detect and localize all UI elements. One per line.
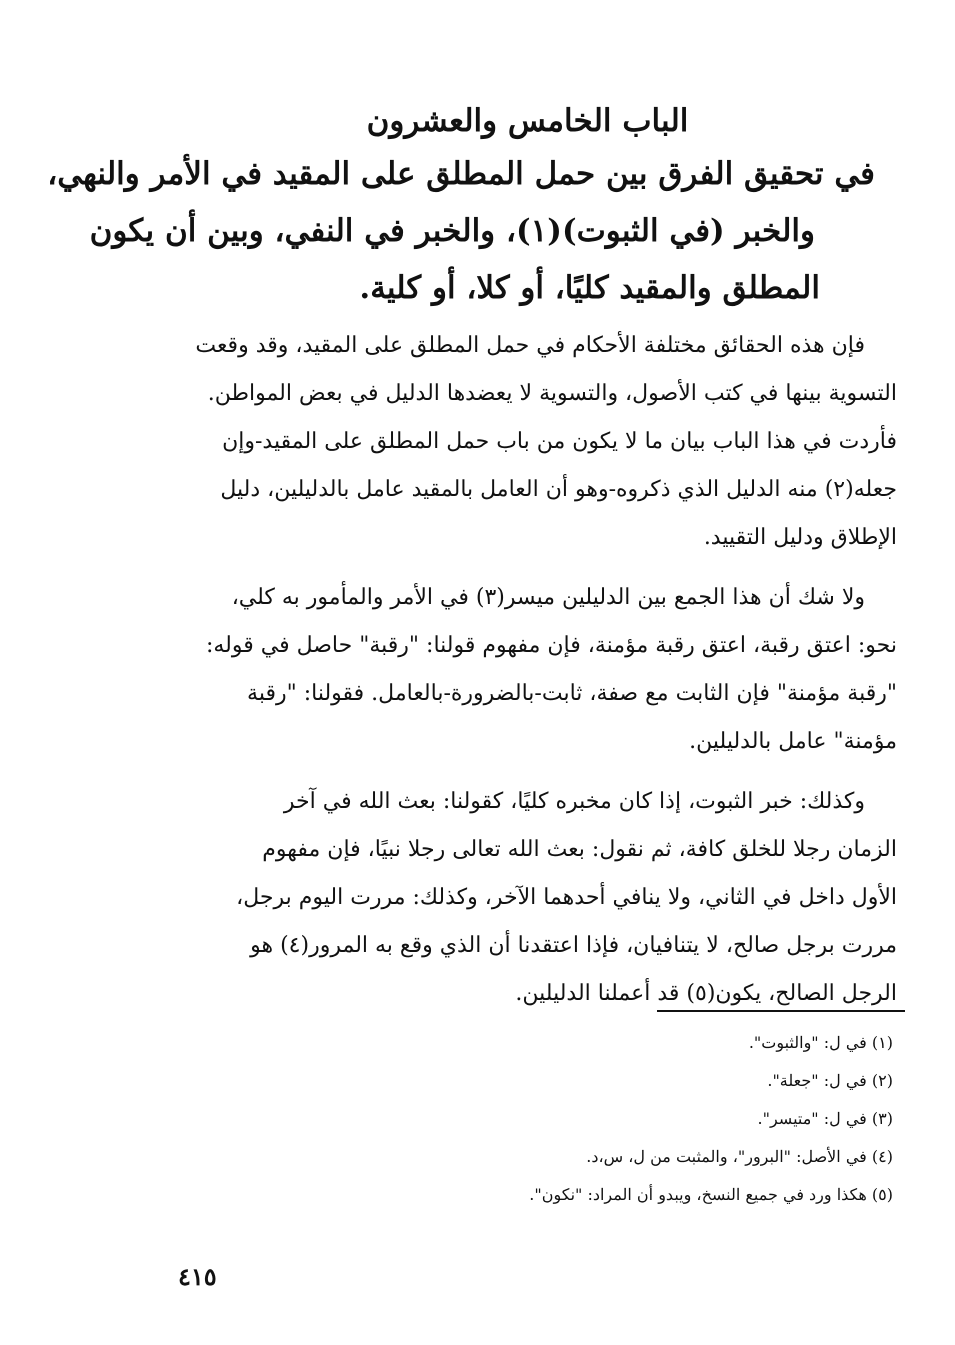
text-line: مررت برجل صالح، لا يتنافيان، فإذا اعتقدنا أن الذي وقع به المرور(٤) هو — [250, 933, 897, 958]
footnote: (١) في ل: "والثبوت". — [748, 1033, 893, 1052]
heading-block — [47, 96, 875, 317]
text-line: ولا شك أن هذا الجمع بين الدليلين ميسر(٣) في الأمر والمأمور به كلي، — [231, 585, 865, 610]
text-line: فأردت في هذا الباب بيان ما لا يكون من باب حمل المطلق على المقيد-وإن — [222, 429, 897, 454]
footnote: (٢) في ل: "جعلة". — [767, 1071, 893, 1090]
footnote-divider — [657, 1010, 905, 1012]
text-line: وكذلك: خبر الثبوت، إذا كان مخبره كليًا، كقولنا: بعث الله في آخر — [283, 789, 865, 814]
text-line: الزمان رجلا للخلق كافة، ثم نقول: بعث الله تعالى رجلا نبيًا، فإن مفهوم — [262, 837, 897, 862]
subtitle-line: والخبر (في الثبوت)(١)، والخبر في النفي، وبين أن يكون — [89, 213, 815, 249]
footnote: (٥) هكذا ورد في جميع النسخ، ويبدو أن المراد: "نكون". — [529, 1185, 893, 1204]
text-line: "رقبة مؤمنة" فإن الثابت مع صفة، ثابت-بالضرورة-بالعامل. فقولنا: "رقبة — [247, 681, 897, 706]
paragraph-2 — [55, 574, 897, 766]
chapter-subtitle — [47, 146, 875, 317]
text-line: الأول داخل في الثاني، ولا ينافي أحدهما الآخر، وكذلك: مررت اليوم برجل، — [236, 885, 897, 910]
text-line: الإطلاق ودليل التقييد. — [703, 525, 897, 550]
footnotes — [333, 1024, 893, 1214]
text-line: فإن هذه الحقائق مختلفة الأحكام في حمل المطلق على المقيد، وقد وقعت — [195, 333, 865, 358]
paragraph-3 — [55, 778, 897, 1018]
page-number: ٤١٥ — [178, 1262, 217, 1291]
paragraph-1 — [55, 322, 897, 562]
subtitle-line: في تحقيق الفرق بين حمل المطلق على المقيد في الأمر والنهي، — [47, 156, 875, 192]
text-line: نحو: اعتق رقبة، اعتق رقبة مؤمنة، فإن مفهوم قولنا: "رقبة" حاصل في قوله: — [205, 633, 897, 658]
body-text — [55, 322, 897, 1030]
text-line: جعله(٢) منه الدليل الذي ذكروه-وهو أن العامل بالمقيد عامل بالدليلين، دليل — [220, 477, 897, 502]
footnote: (٣) في ل: "متيسر". — [757, 1109, 893, 1128]
subtitle-line: المطلق والمقيد كليًا، أو كلا، أو كلية. — [359, 270, 820, 306]
text-line: التسوية بينها في كتب الأصول، والتسوية لا يعضدها الدليل في بعض المواطن. — [207, 381, 897, 406]
text-line: مؤمنة" عامل بالدليلين. — [689, 729, 897, 754]
chapter-title: الباب الخامس والعشرون — [366, 103, 689, 139]
footnote: (٤) في الأصل: "البرور"، والمثبت من ل، س،د. — [586, 1147, 893, 1166]
text-line: الرجل الصالح، يكون(٥) قد أعملنا الدليلين. — [515, 981, 897, 1006]
